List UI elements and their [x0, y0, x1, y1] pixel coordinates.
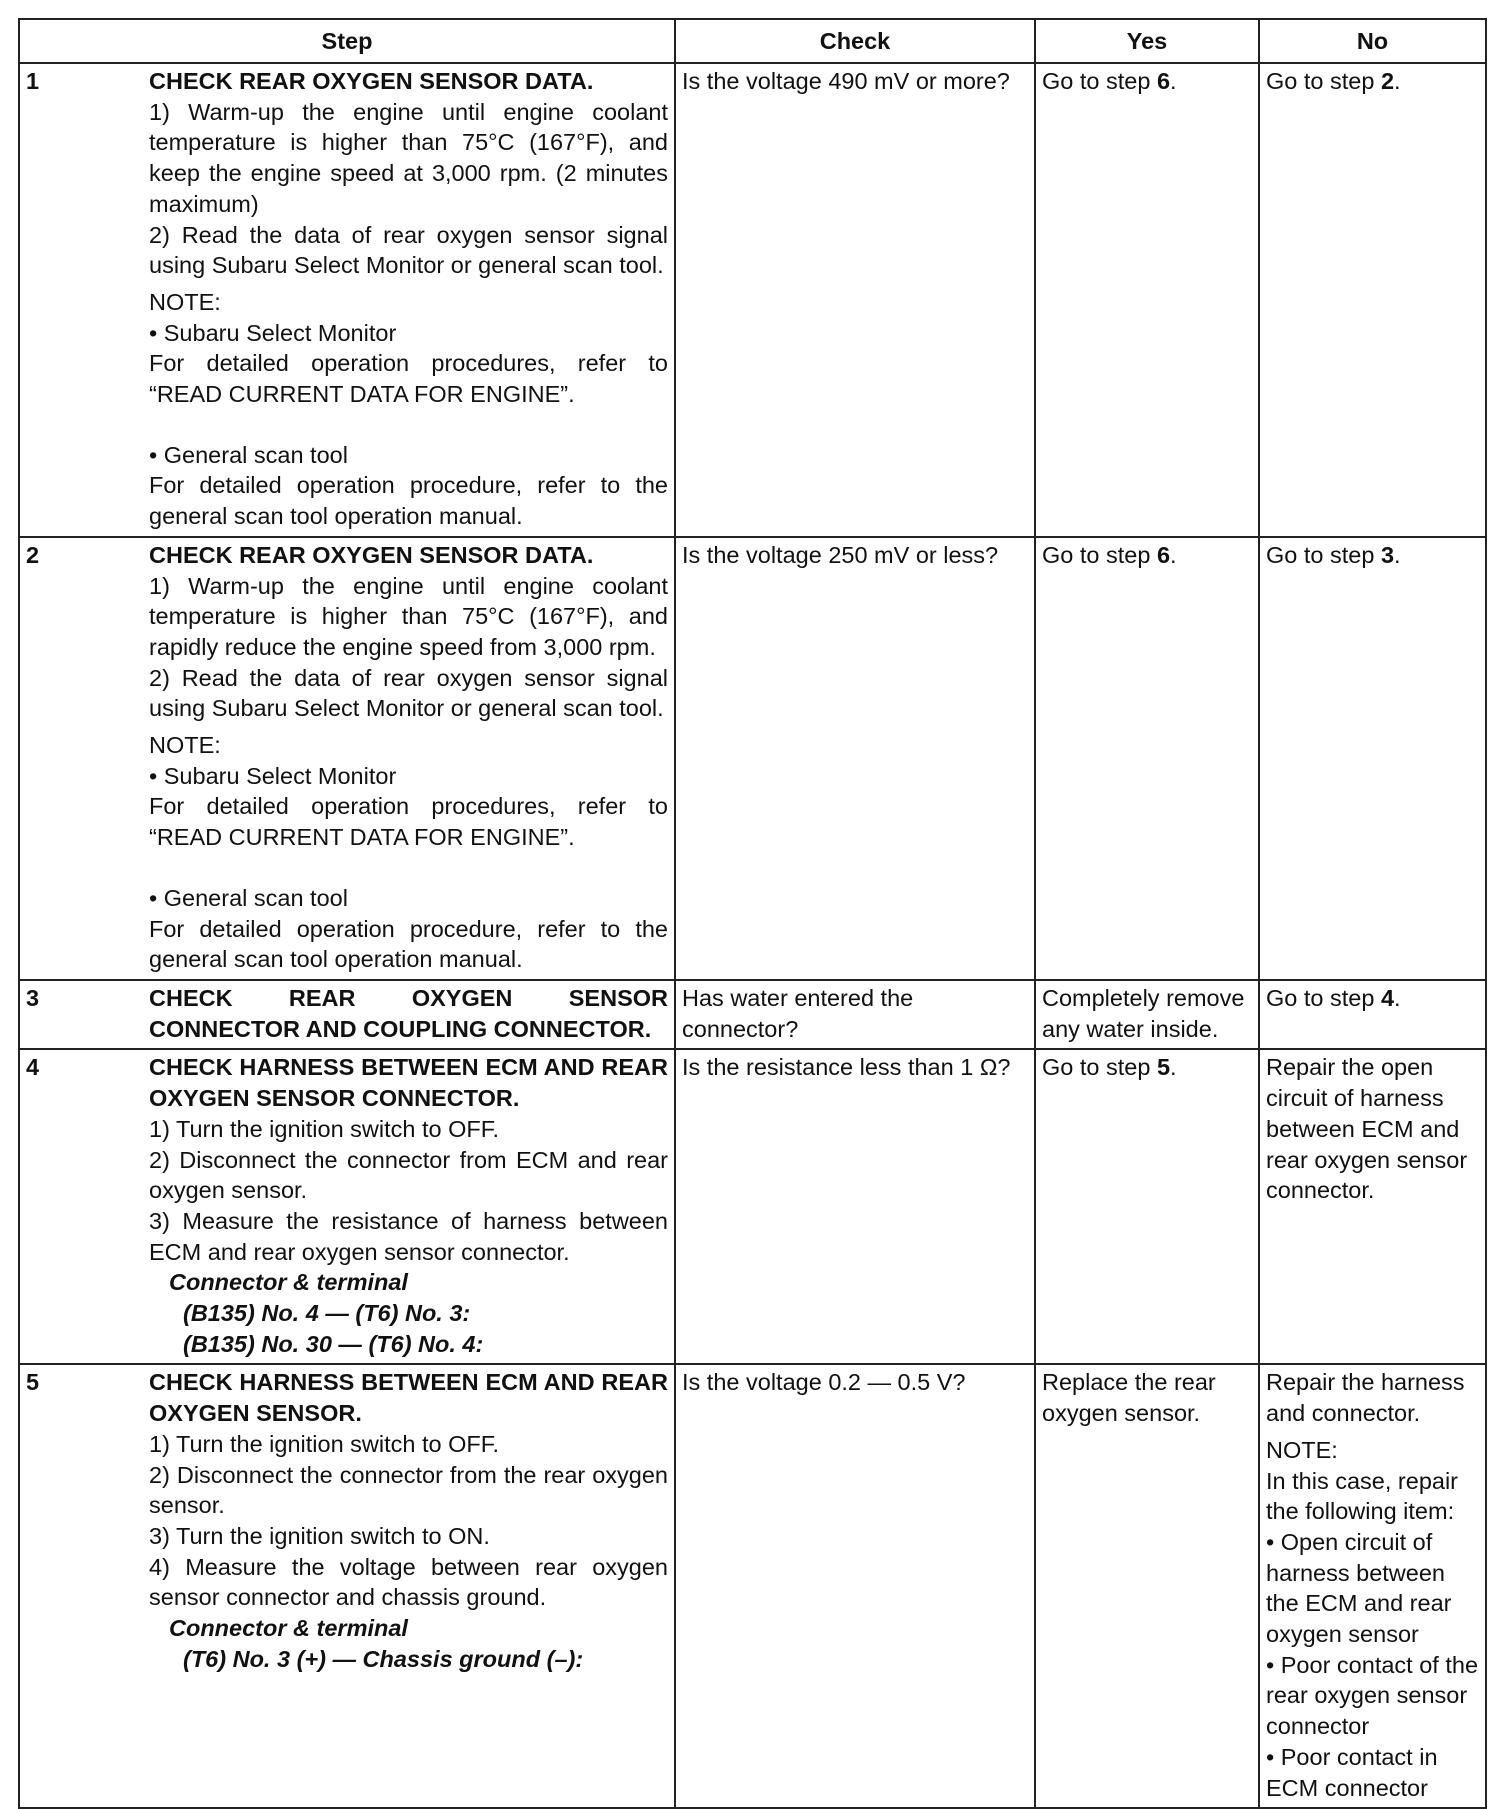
note-item: • Poor contact in ECM connector	[1266, 1743, 1438, 1801]
step-heading: CHECK REAR OXYGEN SENSOR DATA.	[149, 68, 594, 94]
diagnostic-table	[18, 18, 1487, 1809]
header-step: Step	[19, 19, 675, 63]
no-cell: Go to step 3.	[1259, 537, 1486, 980]
header-check: Check	[675, 19, 1035, 63]
step-number: 3	[26, 984, 40, 1011]
note-text: In this case, repair the following item:	[1266, 1467, 1459, 1525]
yes-cell: Go to step 5.	[1035, 1049, 1259, 1364]
step-cell	[19, 537, 675, 980]
yes-step-ref: 6	[1156, 541, 1171, 568]
step-instruction: 1) Warm-up the engine until engine coolant temperature is higher than 75°C (167°F), and keep the engine speed at 3,000 rpm. (2 minutes maximum)	[149, 98, 668, 217]
no-cell: Go to step 2.	[1259, 63, 1486, 537]
no-cell: Go to step 4.	[1259, 980, 1486, 1049]
step-instruction: 1) Turn the ignition switch to OFF.	[149, 1115, 500, 1142]
no-step-ref: 2	[1380, 68, 1395, 94]
step-row-4	[19, 1049, 1486, 1364]
connector-terminal-spec: (B135) No. 4 — (T6) No. 3:	[183, 1300, 471, 1327]
connector-terminal-spec: (T6) No. 3 (+) — Chassis ground (–):	[183, 1645, 584, 1672]
step-instruction: 2) Read the data of rear oxygen sensor signal using Subaru Select Monitor or general scan tool.	[149, 664, 668, 722]
header-yes: Yes	[1035, 19, 1259, 63]
no-action: Repair the harness and connector.	[1266, 1369, 1465, 1427]
yes-cell: Completely remove any water inside.	[1035, 980, 1259, 1049]
note-text: For detailed operation procedures, refer to “READ CURRENT DATA FOR ENGINE”.	[149, 793, 668, 851]
step-number: 5	[26, 1369, 40, 1396]
step-cell	[19, 980, 675, 1049]
note-item: • General scan tool	[149, 884, 348, 911]
yes-step-ref: 6	[1156, 68, 1171, 94]
step-number: 1	[26, 68, 40, 94]
step-instruction: 2) Read the data of rear oxygen sensor signal using Subaru Select Monitor or general scan tool.	[149, 221, 668, 279]
check-cell: Is the voltage 250 mV or less?	[675, 537, 1035, 980]
note-label: NOTE:	[149, 288, 221, 315]
step-heading: CHECK HARNESS BETWEEN ECM AND REAR OXYGEN SENSOR CONNECTOR.	[149, 1054, 668, 1112]
note-item: • General scan tool	[149, 441, 348, 468]
no-step-ref: 3	[1380, 541, 1395, 568]
check-cell: Has water entered the connector?	[675, 980, 1035, 1049]
note-text: For detailed operation procedure, refer to the general scan tool operation manual.	[149, 472, 668, 530]
connector-terminal-spec: (B135) No. 30 — (T6) No. 4:	[183, 1330, 484, 1357]
step-instruction: 1) Turn the ignition switch to OFF.	[149, 1430, 500, 1457]
note-item: • Open circuit of harness between the ECM and rear oxygen sensor	[1266, 1528, 1452, 1648]
step-instruction: 4) Measure the voltage between rear oxygen sensor connector and chassis ground.	[149, 1553, 668, 1611]
check-cell: Is the voltage 490 mV or more?	[675, 63, 1035, 537]
no-cell: Repair the open circuit of harness between ECM and rear oxygen sensor connector.	[1259, 1049, 1486, 1364]
header-row	[19, 19, 1486, 63]
step-heading: CHECK REAR OXYGEN SENSOR CONNECTOR AND COUPLING CONNECTOR.	[149, 984, 668, 1042]
step-row-2	[19, 537, 1486, 980]
step-heading: CHECK HARNESS BETWEEN ECM AND REAR OXYGEN SENSOR.	[149, 1369, 668, 1427]
note-text: For detailed operation procedures, refer to “READ CURRENT DATA FOR ENGINE”.	[149, 350, 668, 408]
step-instruction: 2) Disconnect the connector from the rear oxygen sensor.	[149, 1461, 668, 1519]
step-cell	[19, 1364, 675, 1808]
note-label: NOTE:	[149, 732, 221, 759]
step-instruction: 2) Disconnect the connector from ECM and rear oxygen sensor.	[149, 1146, 668, 1204]
step-instruction: 3) Measure the resistance of harness between ECM and rear oxygen sensor connector.	[149, 1207, 668, 1265]
yes-cell: Go to step 6.	[1035, 537, 1259, 980]
step-cell	[19, 63, 675, 537]
note-item: • Subaru Select Monitor	[149, 762, 397, 789]
yes-cell: Replace the rear oxygen sensor.	[1035, 1364, 1259, 1808]
step-number: 2	[26, 541, 40, 568]
check-cell: Is the voltage 0.2 — 0.5 V?	[675, 1364, 1035, 1808]
connector-terminal-label: Connector & terminal	[169, 1269, 408, 1296]
yes-step-ref: 5	[1156, 1054, 1171, 1081]
step-cell	[19, 1049, 675, 1364]
note-text: For detailed operation procedure, refer to the general scan tool operation manual.	[149, 915, 668, 973]
header-no: No	[1259, 19, 1486, 63]
connector-terminal-label: Connector & terminal	[169, 1615, 408, 1642]
note-item: • Poor contact of the rear oxygen sensor connector	[1266, 1651, 1479, 1740]
step-row-5	[19, 1364, 1486, 1808]
note-item: • Subaru Select Monitor	[149, 319, 397, 346]
no-step-ref: 4	[1380, 984, 1395, 1011]
step-number: 4	[26, 1054, 40, 1081]
step-instruction: 1) Warm-up the engine until engine coolant temperature is higher than 75°C (167°F), and rapidly reduce the engine speed from 3,000 rpm.	[149, 572, 668, 660]
step-row-3	[19, 980, 1486, 1049]
yes-cell: Go to step 6.	[1035, 63, 1259, 537]
note-label: NOTE:	[1266, 1436, 1338, 1463]
step-heading: CHECK REAR OXYGEN SENSOR DATA.	[149, 541, 594, 568]
no-cell	[1259, 1364, 1486, 1808]
step-row-1	[19, 63, 1486, 537]
step-instruction: 3) Turn the ignition switch to ON.	[149, 1522, 490, 1549]
check-cell: Is the resistance less than 1 Ω?	[675, 1049, 1035, 1364]
